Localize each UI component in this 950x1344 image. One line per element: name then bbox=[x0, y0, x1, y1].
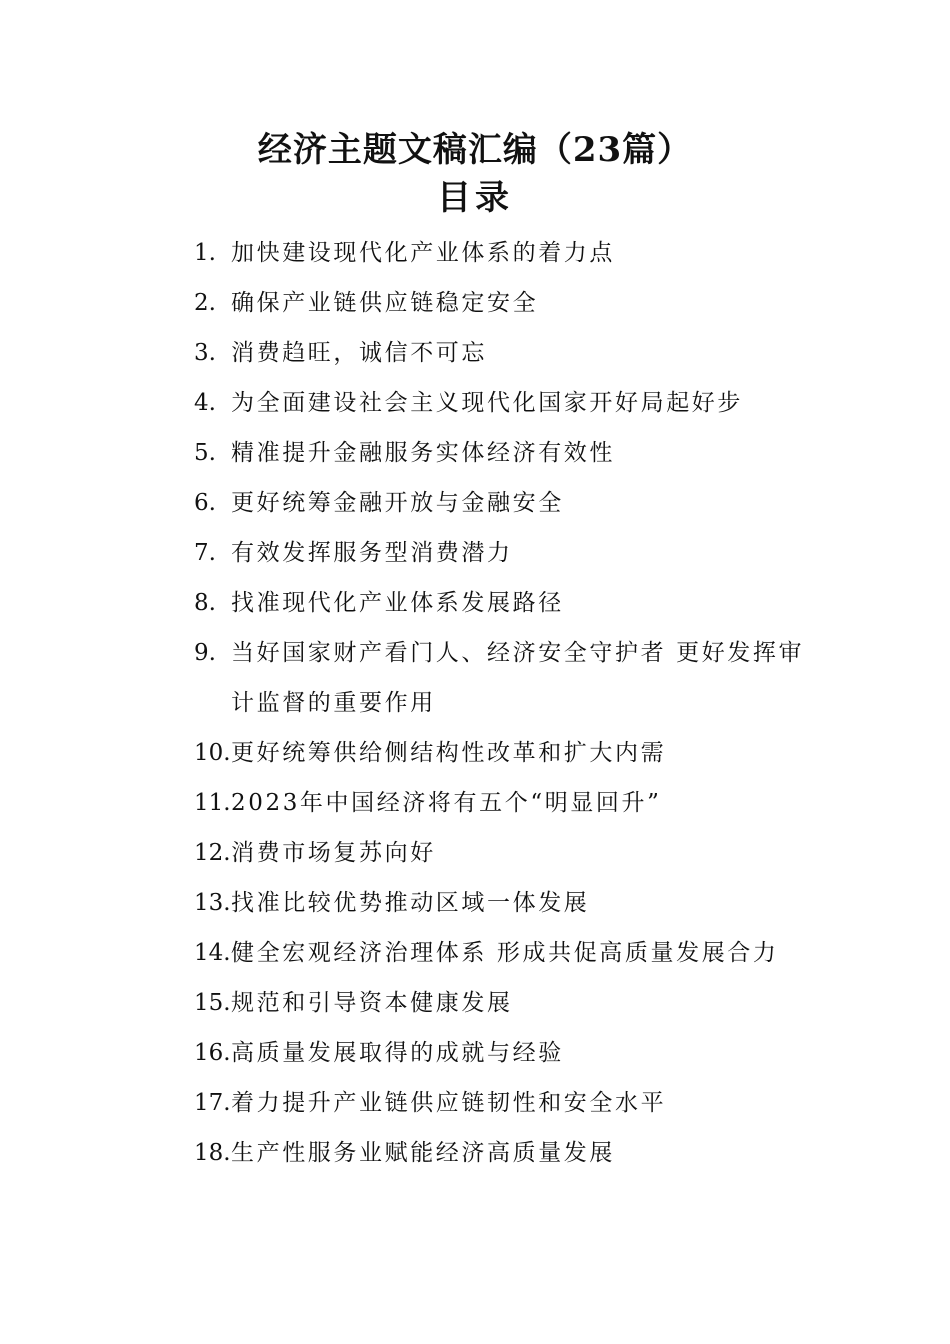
toc-item-title: 为全面建设社会主义现代化国家开好局起好步 bbox=[231, 390, 743, 416]
toc-item-number: 10. bbox=[194, 740, 231, 766]
toc-item-number: 14. bbox=[194, 940, 231, 966]
toc-item-number: 8. bbox=[194, 590, 216, 616]
toc-item bbox=[194, 728, 834, 778]
toc-item-number: 1. bbox=[194, 240, 216, 266]
toc-item-title: 当好国家财产看门人、经济安全守护者 更好发挥审计监督的重要作用 bbox=[231, 640, 805, 716]
toc-item bbox=[194, 1028, 834, 1078]
toc-item-title: 更好统筹供给侧结构性改革和扩大内需 bbox=[231, 740, 667, 766]
toc-item-title: 2023年中国经济将有五个“明显回升” bbox=[231, 790, 662, 816]
toc-item-number: 17. bbox=[194, 1090, 231, 1116]
toc-item-title: 更好统筹金融开放与金融安全 bbox=[231, 490, 564, 516]
toc-item-title: 确保产业链供应链稳定安全 bbox=[231, 290, 539, 316]
toc-item-number: 3. bbox=[194, 340, 216, 366]
toc-item-number: 12. bbox=[194, 840, 231, 866]
toc-item-title: 健全宏观经济治理体系 形成共促高质量发展合力 bbox=[231, 940, 779, 966]
toc-item-number: 5. bbox=[194, 440, 216, 466]
toc-item-title: 生产性服务业赋能经济高质量发展 bbox=[231, 1140, 615, 1166]
toc-item bbox=[194, 328, 834, 378]
toc-item-title: 找准比较优势推动区域一体发展 bbox=[231, 890, 590, 916]
toc-item bbox=[194, 228, 834, 278]
toc-item bbox=[194, 1078, 834, 1128]
toc-item bbox=[194, 628, 834, 728]
toc-item-number: 2. bbox=[194, 290, 216, 316]
toc-item bbox=[194, 978, 834, 1028]
toc-item-title: 规范和引导资本健康发展 bbox=[231, 990, 513, 1016]
toc-item-title: 消费市场复苏向好 bbox=[231, 840, 436, 866]
toc-item-number: 11. bbox=[194, 790, 231, 816]
toc-item bbox=[194, 778, 834, 828]
toc-item-title: 精准提升金融服务实体经济有效性 bbox=[231, 440, 615, 466]
toc-item-number: 13. bbox=[194, 890, 231, 916]
toc-item-number: 16. bbox=[194, 1040, 231, 1066]
toc-item-number: 18. bbox=[194, 1140, 231, 1166]
toc-item bbox=[194, 578, 834, 628]
toc-item bbox=[194, 878, 834, 928]
toc-item bbox=[194, 478, 834, 528]
toc-item-title: 找准现代化产业体系发展路径 bbox=[231, 590, 564, 616]
toc-item bbox=[194, 1128, 834, 1178]
toc-item-title: 消费趋旺，诚信不可忘 bbox=[231, 340, 487, 366]
toc-item bbox=[194, 528, 834, 578]
toc-item bbox=[194, 828, 834, 878]
toc-item-number: 15. bbox=[194, 990, 231, 1016]
toc-item-number: 4. bbox=[194, 390, 216, 416]
table-of-contents bbox=[194, 228, 834, 1178]
toc-heading: 目录 bbox=[437, 178, 513, 218]
toc-item-number: 9. bbox=[194, 640, 216, 666]
document-title: 经济主题文稿汇编（23篇） bbox=[257, 130, 693, 170]
toc-item-title: 高质量发展取得的成就与经验 bbox=[231, 1040, 564, 1066]
toc-item bbox=[194, 378, 834, 428]
toc-item-title: 加快建设现代化产业体系的着力点 bbox=[231, 240, 615, 266]
toc-item-title: 有效发挥服务型消费潜力 bbox=[231, 540, 513, 566]
toc-item bbox=[194, 428, 834, 478]
toc-item-number: 6. bbox=[194, 490, 216, 516]
toc-item bbox=[194, 278, 834, 328]
toc-item-title: 着力提升产业链供应链韧性和安全水平 bbox=[231, 1090, 667, 1116]
toc-item-number: 7. bbox=[194, 540, 216, 566]
toc-item bbox=[194, 928, 834, 978]
